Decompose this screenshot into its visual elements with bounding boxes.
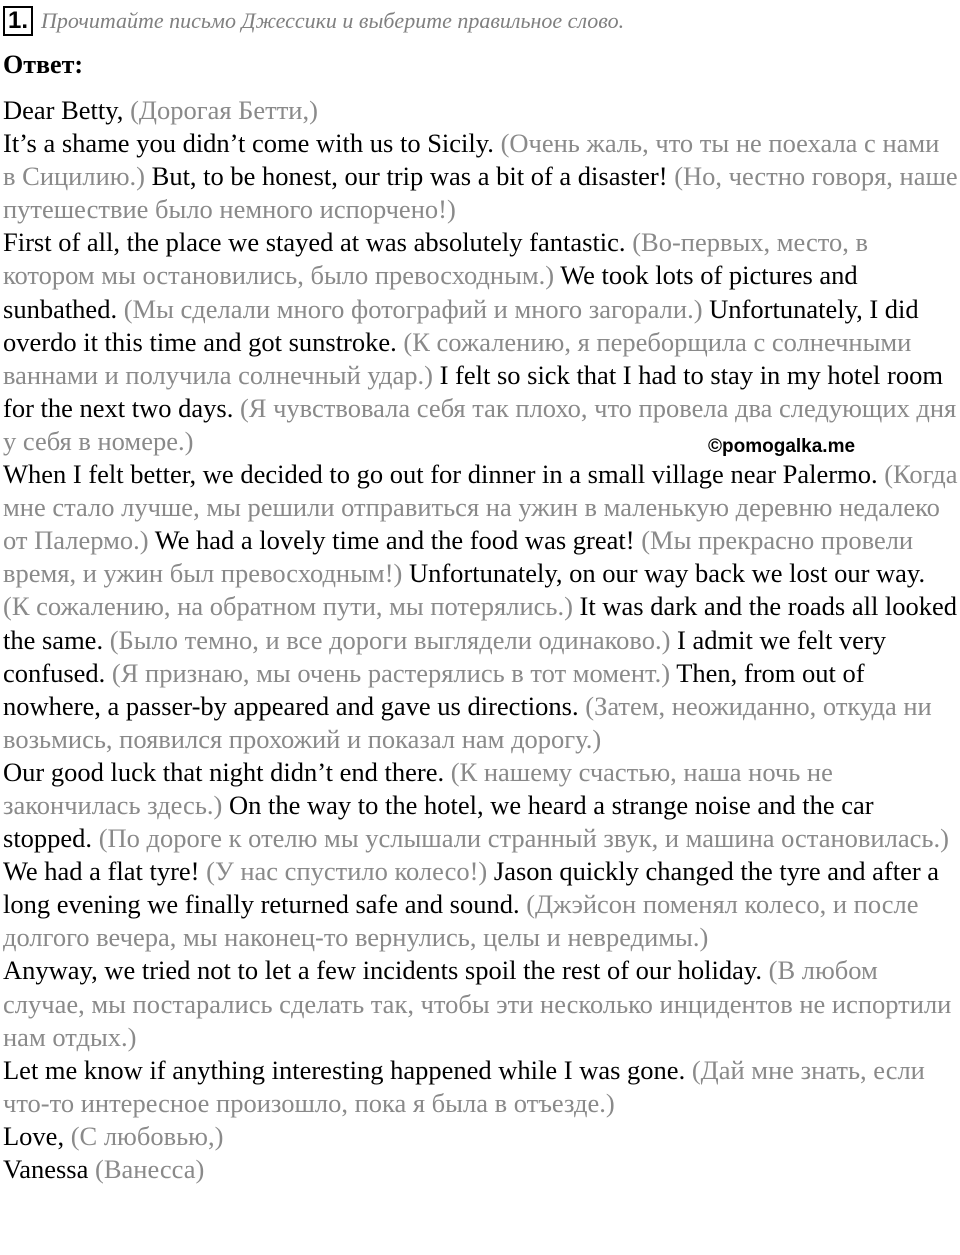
english-text: It’s a shame you didn’t come with us to Sicily. (3, 128, 501, 159)
english-text: First of all, the place we stayed at was absolutely fantastic. (3, 227, 633, 258)
russian-translation: (По дороге к отелю мы услышали странный звук, и машина остановилась.) (98, 823, 949, 854)
task-header (3, 4, 624, 38)
letter-body (3, 94, 958, 1186)
task-number: 1. (3, 6, 33, 36)
watermark-text: ©pomogalka.me (708, 436, 856, 457)
russian-translation: (Ванесса) (95, 1154, 205, 1184)
russian-translation: (Во-первых, место, в котором мы остановились, было превосходным.) (3, 227, 868, 291)
english-text: We had a lovely time and the food was great! (154, 525, 642, 556)
russian-translation: (В любом случае, мы постарались сделать так, чтобы эти несколько инцидентов не испортили нам отдых.) (3, 955, 952, 1052)
paragraph-intro (3, 127, 958, 226)
russian-translation: (Джэйсон поменял колесо, и после долгого вечера, мы наконец-то вернулись, целы и невредимы.) (3, 889, 919, 953)
english-text: Unfortunately, on our way back we lost our way. (408, 558, 926, 589)
english-text: We took lots of pictures and sunbathed. (3, 260, 858, 324)
russian-translation: (К нашему счастью, наша ночь не закончилась здесь.) (3, 756, 833, 820)
english-text: I felt so sick that I had to stay in my hotel room for the next two days. (3, 359, 943, 423)
russian-translation: (Дай мне знать, если что-то интересное произошло, пока я была в отъезде.) (3, 1054, 925, 1118)
paragraph-closing (3, 1120, 958, 1153)
russian-translation: (У нас спустило колесо!) (206, 856, 494, 887)
russian-translation: (Когда мне стало лучше, мы решили отправиться на ужин в маленькую деревню недалеко от Палермо.) (3, 459, 958, 556)
russian-translation: (К сожалению, на обратном пути, мы потерялись.) (3, 591, 580, 622)
english-text: When I felt better, we decided to go out for dinner in a small village near Palermo. (3, 459, 885, 490)
paragraph-dinner (3, 458, 958, 756)
english-text: Then, from out of nowhere, a passer-by appeared and gave us directions. (3, 657, 865, 721)
english-text: I admit we felt very confused. (3, 624, 887, 688)
russian-translation: (Мы сделали много фотографий и много загорали.) (123, 293, 710, 324)
paragraph-first (3, 226, 958, 458)
english-text: Vanessa (3, 1154, 95, 1184)
paragraph-luck (3, 756, 958, 955)
english-text: Unfortunately, I did overdo it this time and got sunstroke. (3, 293, 919, 357)
english-text: But, to be honest, our trip was a bit of a disaster! (151, 161, 675, 192)
russian-translation: (Я чувствовала себя так плохо, что провела два следующих дня у себя в номере.) (3, 392, 957, 456)
english-text: Our good luck that night didn’t end there. (3, 756, 451, 787)
english-text: Let me know if anything interesting happened while I was gone. (3, 1054, 692, 1085)
russian-translation: (С любовью,) (70, 1120, 224, 1151)
russian-translation: (Было темно, и все дороги выглядели одинаково.) (109, 624, 678, 655)
english-text: On the way to the hotel, we heard a strange noise and the car stopped. (3, 789, 874, 854)
paragraph-greeting (3, 94, 958, 127)
paragraph-signature (3, 1153, 958, 1186)
russian-translation: (Затем, неожиданно, откуда ни возьмись, появился прохожий и показал нам дорогу.) (3, 690, 932, 754)
paragraph-anyway (3, 954, 958, 1053)
russian-translation: (Дорогая Бетти,) (130, 95, 318, 125)
paragraph-let-me-know (3, 1054, 958, 1120)
russian-translation: (Но, честно говоря, наше путешествие было немного испорчено!) (3, 161, 958, 225)
english-text: We had a flat tyre! (3, 856, 207, 887)
english-text: It was dark and the roads all looked the same. (3, 591, 958, 655)
english-text: Anyway, we tried not to let a few incidents spoil the rest of our holiday. (3, 955, 769, 986)
russian-translation: (Очень жаль, что ты не поехала с нами в Сицилию.) (3, 128, 940, 192)
english-text: Love, (3, 1120, 71, 1151)
russian-translation: (Я признаю, мы очень растерялись в тот момент.) (111, 657, 677, 688)
answer-label: Ответ: (3, 50, 84, 79)
russian-translation: (Мы прекрасно провели время, и ужин был превосходным!) (3, 525, 914, 589)
russian-translation: (К сожалению, я переборщила с солнечными ваннами и получила солнечный удар.) (3, 326, 912, 390)
english-text: Jason quickly changed the tyre and after a long evening we finally returned safe and sound. (3, 856, 940, 920)
task-instruction: Прочитайте письмо Джессики и выберите правильное слово. (41, 8, 625, 33)
english-text: Dear Betty, (3, 95, 131, 125)
